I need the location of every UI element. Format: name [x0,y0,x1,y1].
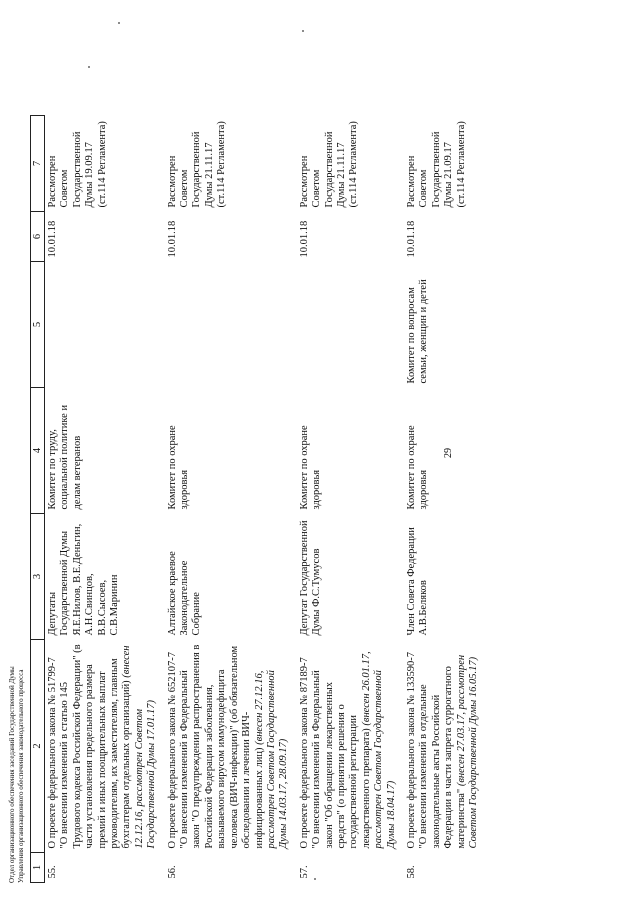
bill-title: О проекте федерального закона № 652107-7 [166,651,178,849]
co-executor [45,262,165,388]
bill-description [404,640,486,853]
column-header: 2 [31,640,45,853]
co-executor [297,262,404,388]
date: 10.01.18 [405,220,417,258]
table-header-row [31,116,45,883]
bill-title: О проекте федерального закона № 87189-7 [298,657,310,849]
table-row [45,116,165,883]
initiator: Депутат Государственной Думы Ф.С.Тумусов [298,520,323,636]
footer-line: Управления организационного обеспечения законодательного процесса [16,669,25,883]
column-header: 4 [31,388,45,514]
bill-note: (внесен 27.03.17, рассмотрен Советом Государственной Думы 16.05.17) [455,654,479,849]
bill-title: О проекте федерального закона № 51799-7 [47,657,58,849]
scan-speck [88,66,90,68]
footer-line: Отдел организационного обеспечения заседаний Государственной Думы [8,666,16,883]
co-executor [165,262,297,388]
table-row [165,116,297,883]
date: 10.01.18 [298,220,310,258]
bill-note: (внесен 27.12.16, рассмотрен Советом Государственной Думы 14.03.17, 28.09.17) [253,670,290,849]
bill-text: "О внесении изменений в статью 145 Трудового кодекса Российской Федерации" (в части установления предельного размера премий и иных поощрительных выплат руководителям, их заместителям, главным бухгалтерам отдельных организаций) [59,644,133,849]
bill-description [165,640,297,853]
page-number: 29 [443,448,454,458]
bill-text: "О внесении изменений в Федеральный закон "Об обращении лекарственных средств" (о принятии решения о государственной регистрации лекарственного препарата) [311,670,372,849]
committee: Комитет по охране здоровья [405,425,430,510]
column-header: 6 [31,212,45,262]
bill-title: О проекте федерального закона № 133590-7 [405,651,417,849]
committee: Комитет по охране здоровья [298,425,323,510]
column-header: 1 [31,853,45,883]
initiator: Член Совета Федерации А.В.Беляков [405,527,430,636]
status: Рассмотрен Советом Государственной Думы 21.11.17 (ст.114 Регламента) [166,121,228,208]
status: Рассмотрен Советом Государственной Думы 21.09.17 (ст.114 Регламента) [405,121,467,208]
bill-note: (внесен 12.12.16, рассмотрен Советом Государственной Думы 17.01.17) [121,645,158,849]
date: 10.01.18 [47,220,58,258]
column-header: 5 [31,262,45,388]
committee: Комитет по труду, социальной политике и делам ветеранов [47,404,83,510]
table-row [297,116,404,883]
date: 10.01.18 [166,220,178,258]
bill-description [297,640,404,853]
status: Рассмотрен Советом Государственной Думы 21.11.17 (ст.114 Регламента) [298,121,360,208]
row-number: 57. [298,865,310,879]
row-number: 56. [166,865,178,879]
column-header: 3 [31,514,45,640]
bill-text: "О внесении изменений в Федеральный закон "О предупреждении распространения в Российской Федерации заболевания, вызываемого вирусом иммунодефицита человека (ВИЧ-инфекции)" (об обязательном обследовании и лечении ВИЧ-инфицированных лиц) [179,644,265,849]
bills-table [30,115,486,883]
scan-speck [118,22,120,24]
scan-speck [302,30,304,32]
status: Рассмотрен Советом Государственной Думы 19.09.17 (ст.114 Регламента) [47,121,108,208]
bill-description [45,640,165,853]
bill-text: "О внесении изменений в отдельные законодательные акты Российской Федерации в части запрета суррогатного материнства" [418,666,467,849]
scan-speck [314,878,316,880]
footer-note [8,666,25,883]
row-number: 55. [47,865,58,879]
co-executor: Комитет по вопросам семьи, женщин и детей [405,279,430,384]
column-header: 7 [31,116,45,212]
bill-note: (внесен 26.01.17, рассмотрен Советом Государственной Думы 18.04.17) [360,651,397,849]
row-number: 58. [405,865,417,879]
initiator: Алтайское краевое Законодательное Собрание [166,551,203,636]
table-row [404,116,486,883]
committee: Комитет по охране здоровья [166,425,191,510]
initiator: Депутаты Государственной Думы Я.Е.Нилов, В.Е.Деньгин, А.Н.Свинцов, В.В.Сысоев, С.В.Маринин [47,523,121,636]
